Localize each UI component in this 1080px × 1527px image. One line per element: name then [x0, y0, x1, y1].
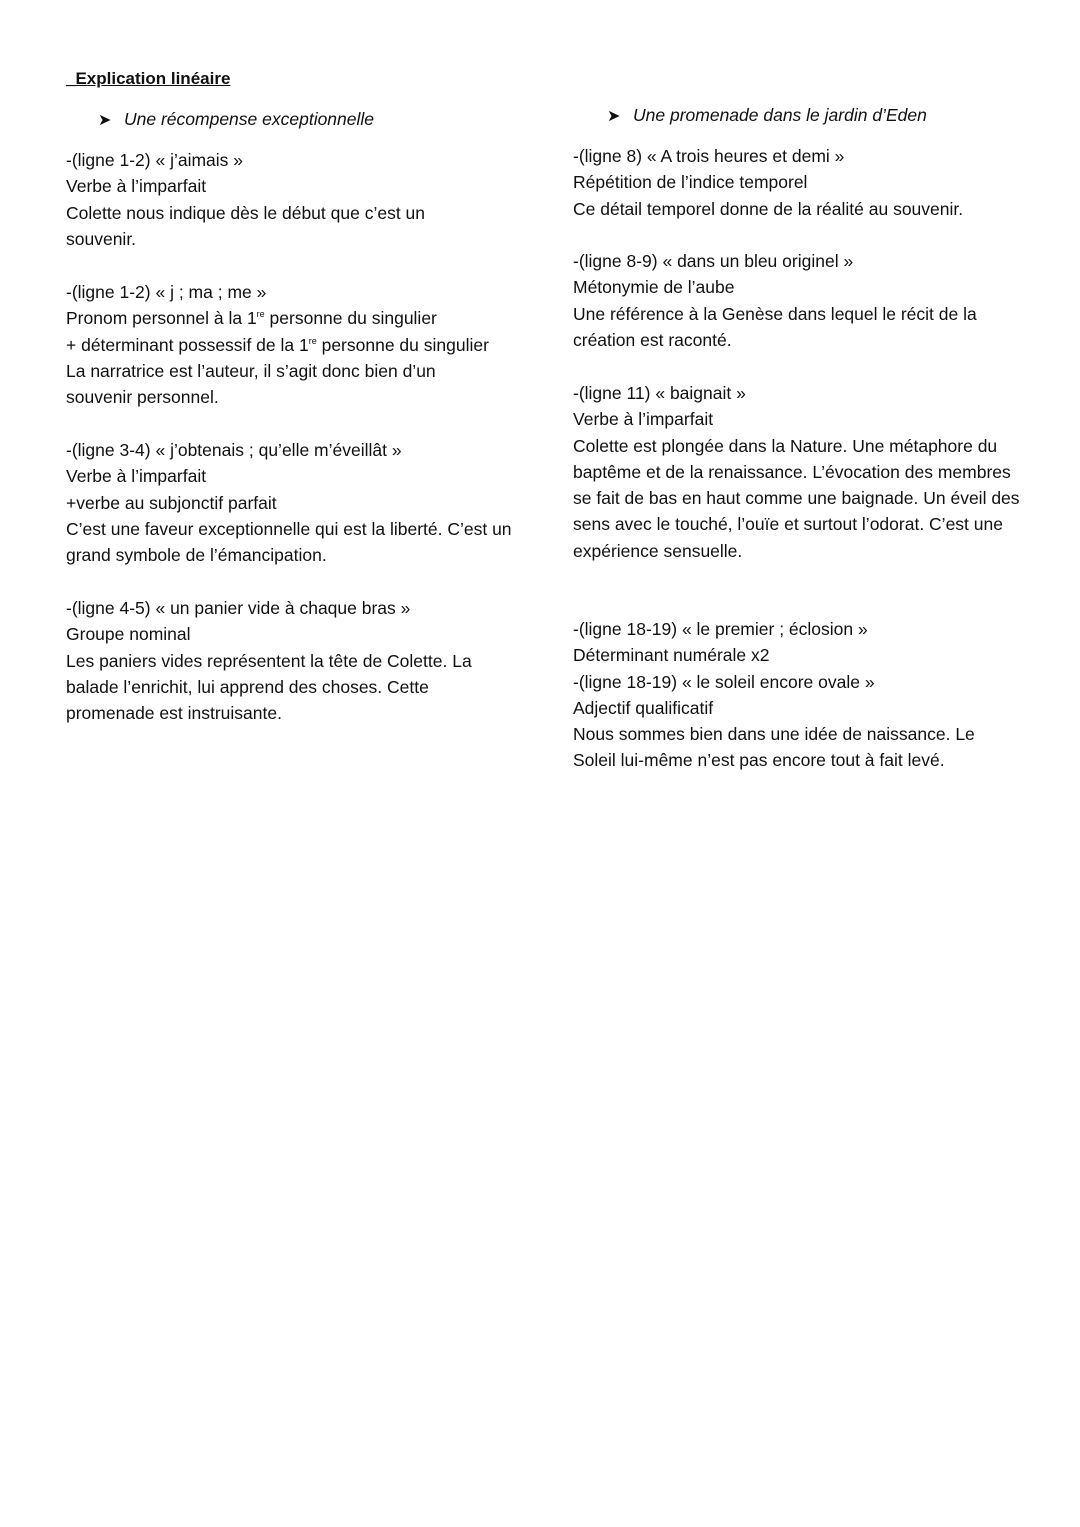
figure-label: Verbe à l’imparfait [66, 176, 207, 197]
figure-label: + déterminant possessif de la 1re personne du singulier [66, 334, 489, 355]
analysis-block [66, 595, 496, 726]
line-reference: -(ligne 11) « baignait » [573, 383, 746, 403]
line-reference: -(ligne 8) « A trois heures et demi » [573, 146, 845, 166]
figure-label: Déterminant numérale x2 [573, 645, 770, 666]
section-heading-text: Une promenade dans le jardin d’Eden [633, 105, 927, 125]
analysis-block [573, 143, 1033, 222]
line-reference: -(ligne 1-2) « j’aimais » [66, 150, 244, 170]
analysis-block [573, 380, 1021, 564]
analysis-block [573, 248, 1013, 353]
commentary: C’est une faveur exceptionnelle qui est la liberté. C’est un grand symbole de l’émancipation. [66, 518, 512, 566]
figure-label: Pronom personnel à la 1re personne du singulier [66, 308, 437, 329]
line-reference: -(ligne 1-2) « j ; ma ; me » [66, 282, 267, 302]
commentary: La narratrice est l’auteur, il s’agit donc bien d’un souvenir personnel. [66, 360, 436, 408]
section-heading-text: Une récompense exceptionnelle [124, 109, 375, 129]
figure-label: Verbe à l’imparfait [573, 409, 714, 430]
line-reference: -(ligne 18-19) « le premier ; éclosion » [573, 619, 868, 639]
figure-label: Répétition de l’indice temporel [573, 172, 808, 193]
section-heading-right [607, 104, 927, 128]
commentary: Une référence à la Genèse dans lequel le récit de la création est raconté. [573, 303, 977, 350]
commentary: Colette nous indique dès le début que c’est un souvenir. [66, 202, 426, 249]
arrow-bullet-icon: ➤ [98, 112, 112, 129]
figure-label: Verbe à l’imparfait [66, 466, 207, 487]
line-reference: -(ligne 8-9) « dans un bleu originel » [573, 251, 854, 271]
commentary: Les paniers vides représentent la tête de Colette. La balade l’enrichit, lui apprend des choses. Cette promenade est instruisante. [66, 650, 472, 724]
figure-label: Métonymie de l’aube [573, 277, 735, 298]
analysis-block [66, 147, 446, 252]
page-title: _Explication linéaire [66, 69, 231, 88]
line-reference: -(ligne 3-4) « j’obtenais ; qu’elle m’éveillât » [66, 440, 402, 460]
analysis-block [66, 279, 516, 410]
arrow-bullet-icon: ➤ [607, 108, 621, 125]
commentary: Nous sommes bien dans une idée de naissance. Le Soleil lui-même n’est pas encore tout à fait levé. [573, 724, 975, 771]
figure-label: +verbe au subjonctif parfait [66, 492, 277, 513]
analysis-block [573, 616, 1003, 774]
commentary: Colette est plongée dans la Nature. Une métaphore du baptême et de la renaissance. L’évocation des membres se fait de bas en haut comme une baignade. Un éveil des sens avec le touché, l’ouïe et surtout l’odorat. C’est une expérience sensuelle. [573, 435, 1020, 561]
figure-label: Groupe nominal [66, 624, 191, 645]
line-reference: -(ligne 4-5) « un panier vide à chaque bras » [66, 598, 411, 618]
line-reference: -(ligne 18-19) « le soleil encore ovale » [573, 671, 875, 692]
section-heading-left [98, 108, 374, 132]
figure-label: Adjectif qualificatif [573, 697, 714, 718]
analysis-block [66, 437, 516, 568]
commentary: Ce détail temporel donne de la réalité au souvenir. [573, 198, 964, 219]
